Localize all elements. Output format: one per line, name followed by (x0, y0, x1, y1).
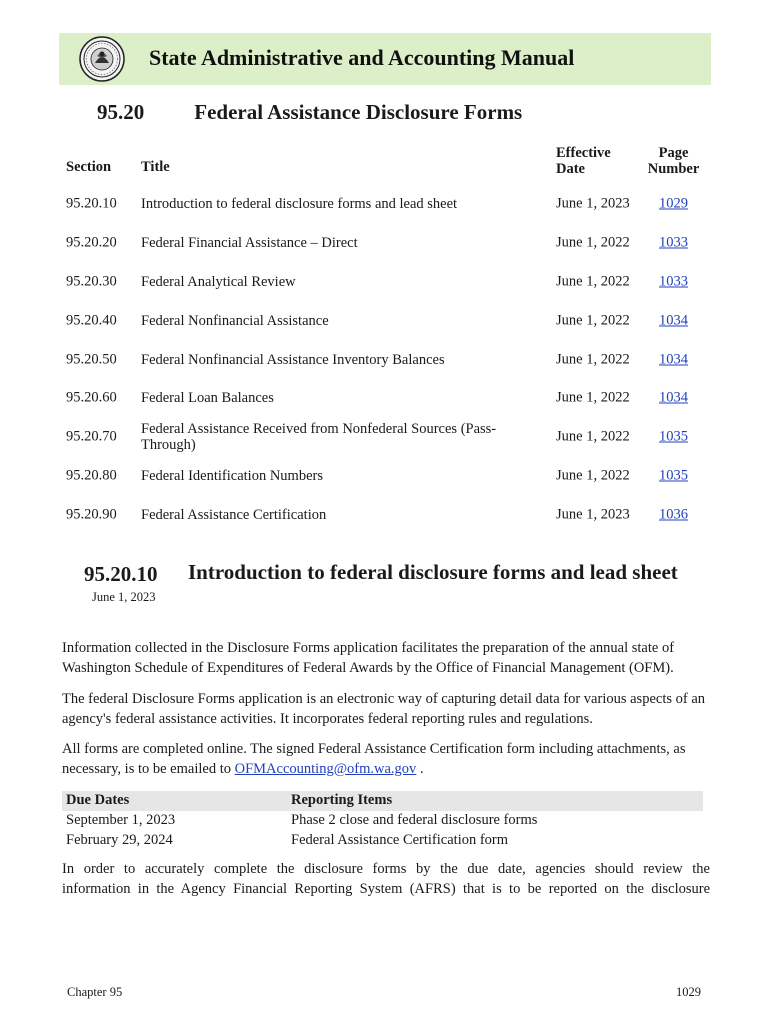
manual-header (59, 33, 711, 85)
toc-row (66, 379, 706, 418)
reporting-item: Phase 2 close and federal disclosure forms (291, 812, 538, 828)
toc-page-cell (646, 506, 701, 523)
paragraph-4-line-2: information in the Agency Financial Reporting System (AFRS) that is to be reported on the disclosure (62, 881, 710, 897)
toc-effective-date: June 1, 2022 (556, 467, 630, 484)
toc-effective-date: June 1, 2022 (556, 351, 630, 368)
toc-section-number: 95.20.70 (66, 428, 117, 445)
subsection-title: Introduction to federal disclosure forms and lead sheet (188, 560, 678, 584)
toc-page-cell (646, 351, 701, 368)
toc-section-number: 95.20.80 (66, 467, 117, 484)
subsection-date: June 1, 2023 (92, 590, 156, 604)
paragraph-3-end: . (416, 761, 424, 777)
contents-table-header (66, 145, 706, 185)
toc-effective-date: June 1, 2023 (556, 506, 630, 523)
state-seal-icon (79, 36, 125, 82)
due-row (62, 831, 703, 851)
toc-effective-date: June 1, 2022 (556, 428, 630, 445)
header-reporting-items: Reporting Items (291, 792, 393, 808)
toc-entry-title: Federal Loan Balances (141, 390, 274, 407)
subsection-number: 95.20.10 (84, 562, 158, 586)
toc-section-number: 95.20.50 (66, 351, 117, 368)
toc-row (66, 457, 706, 496)
toc-page-link[interactable]: 1034 (659, 312, 688, 329)
paragraph-2: The federal Disclosure Forms application is an electronic way of capturing detail data for various aspects of an agency's federal assistance activities. It incorporates federal reporting rules and regulations. (62, 691, 706, 727)
toc-page-link[interactable]: 1033 (659, 273, 688, 290)
toc-entry-title: Federal Identification Numbers (141, 467, 323, 484)
section-heading (97, 100, 522, 125)
ofm-email-link[interactable]: OFMAccounting@ofm.wa.gov (234, 761, 417, 777)
toc-row (66, 495, 706, 534)
due-row (62, 811, 703, 831)
due-dates-header (62, 791, 703, 811)
toc-section-number: 95.20.90 (66, 506, 117, 523)
due-date: September 1, 2023 (66, 812, 176, 828)
toc-section-number: 95.20.60 (66, 389, 117, 406)
header-title-col: Title (141, 159, 170, 175)
toc-entry-title: Federal Nonfinancial Assistance Inventory Balances (141, 351, 445, 368)
paragraph-3 (62, 739, 710, 779)
toc-page-cell (646, 312, 701, 329)
toc-section-number: 95.20.40 (66, 312, 117, 329)
footer-page-number: 1029 (676, 985, 701, 999)
toc-effective-date: June 1, 2023 (556, 195, 630, 212)
toc-effective-date: June 1, 2022 (556, 234, 630, 251)
toc-entry-title: Federal Assistance Received from Nonfederal Sources (Pass-Through) (141, 421, 497, 454)
toc-page-link[interactable]: 1034 (659, 351, 688, 368)
toc-entry-title: Federal Assistance Certification (141, 506, 327, 523)
toc-page-link[interactable]: 1033 (659, 234, 688, 251)
toc-page-cell (646, 235, 701, 252)
toc-effective-date: June 1, 2022 (556, 389, 630, 406)
section-number: 95.20 (97, 100, 145, 124)
toc-entry-title: Federal Analytical Review (141, 273, 296, 290)
toc-row (66, 340, 706, 379)
toc-effective-date: June 1, 2022 (556, 273, 630, 290)
toc-page-cell (646, 273, 701, 290)
toc-section-number: 95.20.30 (66, 273, 117, 290)
toc-page-link[interactable]: 1035 (659, 428, 688, 445)
toc-page-link[interactable]: 1035 (659, 467, 688, 484)
footer-chapter: Chapter 95 (67, 985, 123, 999)
toc-row (66, 418, 706, 457)
toc-entry-title: Federal Financial Assistance – Direct (141, 235, 358, 252)
toc-section-number: 95.20.20 (66, 234, 117, 251)
section-title: Federal Assistance Disclosure Forms (194, 100, 523, 124)
toc-page-cell (646, 429, 701, 446)
due-date: February 29, 2024 (66, 832, 173, 848)
toc-page-cell (646, 196, 701, 213)
header-due-dates: Due Dates (66, 792, 130, 808)
contents-table (66, 145, 706, 534)
header-title: State Administrative and Accounting Manual (149, 45, 575, 70)
header-section: Section (66, 159, 112, 175)
toc-page-cell (646, 390, 701, 407)
paragraph-4-line-1: In order to accurately complete the disclosure forms by the due date, agencies should review the (62, 861, 710, 877)
paragraph-1: Information collected in the Disclosure Forms application facilitates the preparation of the annual state of Washington Schedule of Expenditures of Federal Awards by the Office of Financial Management (OFM). (62, 640, 675, 676)
toc-section-number: 95.20.10 (66, 195, 117, 212)
header-page-number: Page Number (647, 145, 700, 177)
toc-effective-date: June 1, 2022 (556, 312, 630, 329)
toc-page-link[interactable]: 1034 (659, 389, 688, 406)
reporting-item: Federal Assistance Certification form (291, 832, 509, 848)
toc-page-link[interactable]: 1029 (659, 195, 688, 212)
due-dates-table (62, 791, 703, 851)
toc-row (66, 263, 706, 302)
toc-row (66, 301, 706, 340)
toc-page-link[interactable]: 1036 (659, 506, 688, 523)
toc-page-cell (646, 467, 701, 484)
toc-entry-title: Introduction to federal disclosure forms and lead sheet (141, 196, 458, 213)
paragraph-3-text: All forms are completed online. The signed Federal Assistance Certification form including attachments, as necessary, is to be emailed to (62, 741, 686, 777)
toc-row (66, 224, 706, 263)
toc-entry-title: Federal Nonfinancial Assistance (141, 312, 329, 329)
header-effective-date: Effective Date (556, 145, 611, 177)
toc-row (66, 185, 706, 224)
